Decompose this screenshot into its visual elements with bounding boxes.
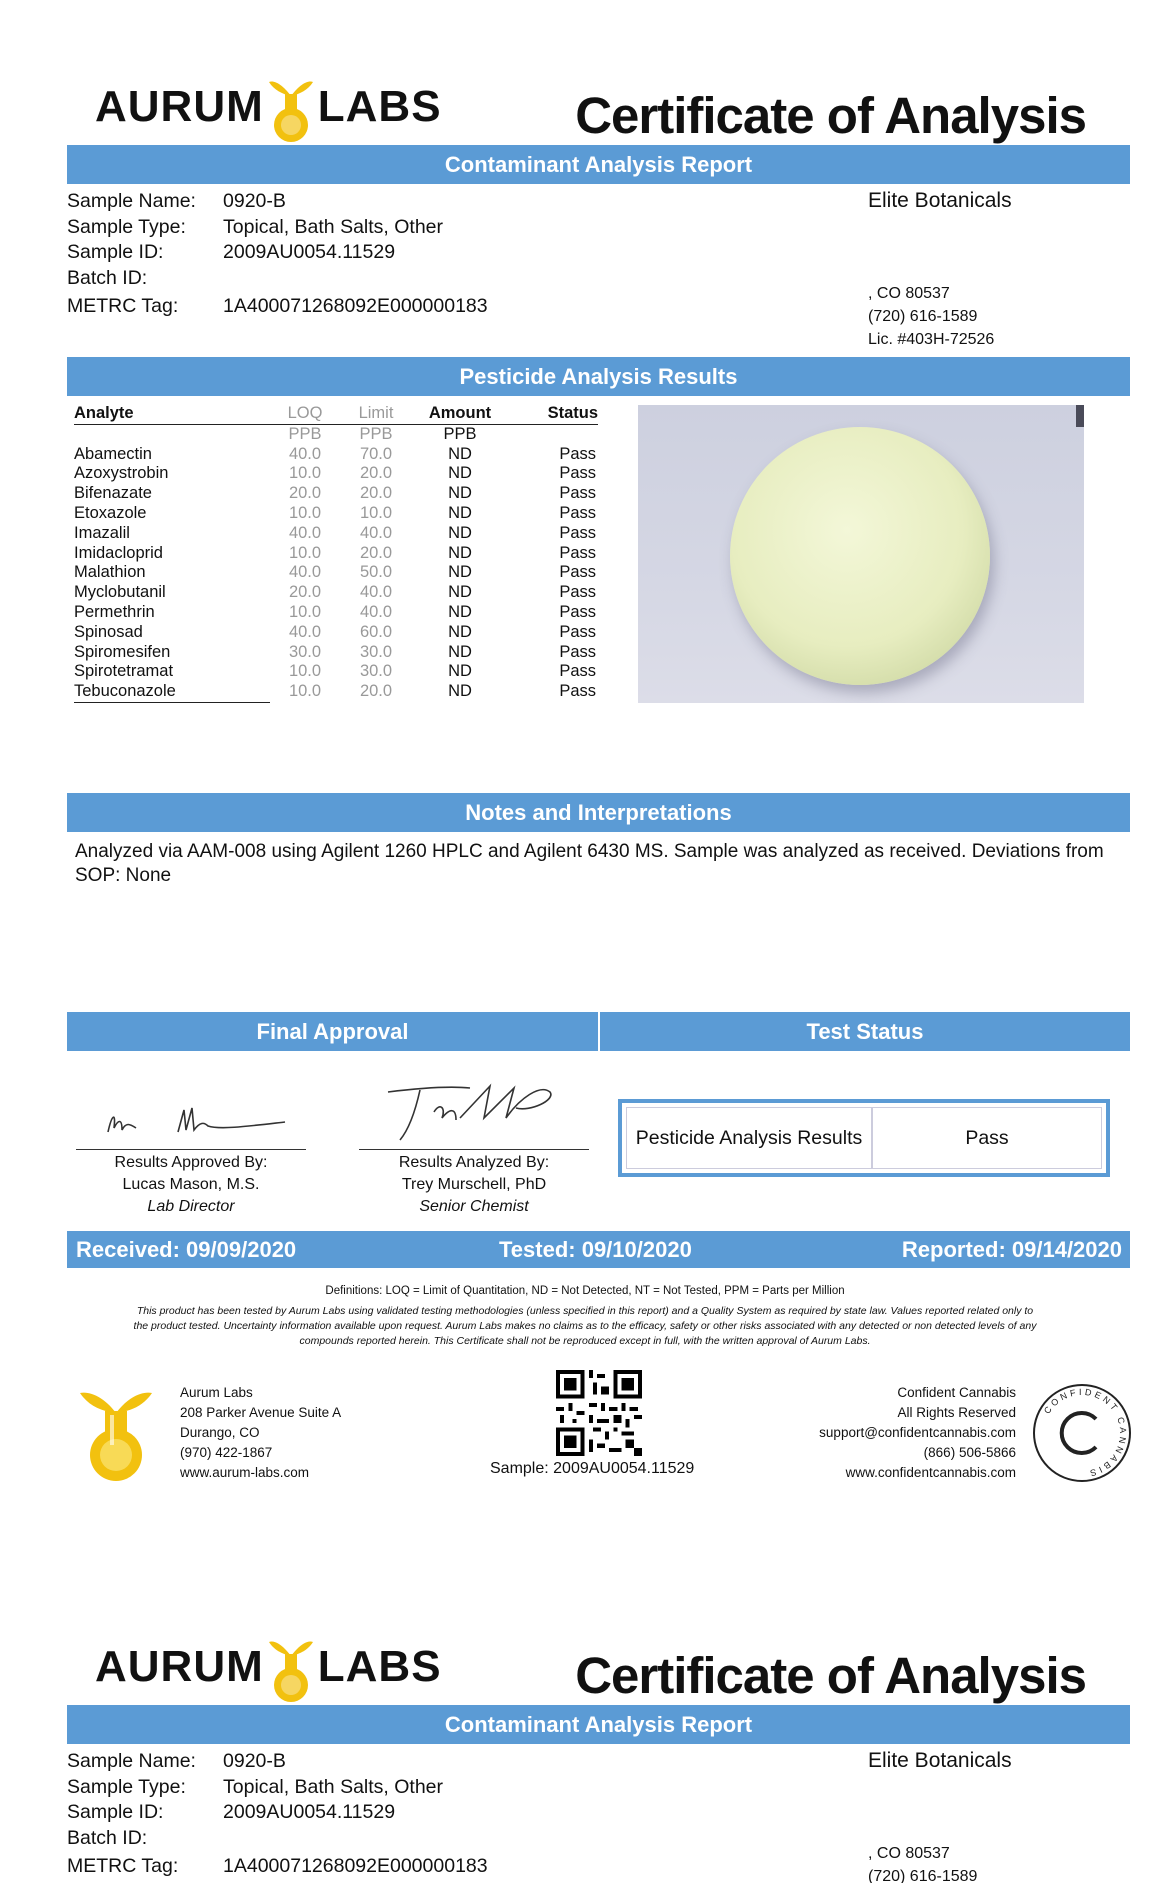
- logo-text-right: LABS: [317, 82, 442, 131]
- sample-id-value: 2009AU0054.11529: [223, 1801, 396, 1823]
- table-row: [74, 623, 598, 643]
- amount-cell: ND: [448, 484, 472, 503]
- cc-contact: [819, 1383, 1016, 1483]
- amount-cell: ND: [448, 523, 472, 542]
- analyst-block: [359, 1149, 589, 1218]
- analyte-cell: Myclobutanil: [74, 583, 166, 602]
- amount-cell: ND: [448, 563, 472, 582]
- sample-type-label: Sample Type:: [67, 1775, 186, 1798]
- status-cell: Pass: [559, 543, 596, 562]
- loq-cell: 10.0: [288, 464, 322, 483]
- analyte-cell: Imidacloprid: [74, 543, 163, 562]
- test-status-label: Pesticide Analysis Results: [626, 1107, 872, 1169]
- test-status-box: [618, 1099, 1110, 1177]
- status-cell: Pass: [559, 523, 596, 542]
- status-cell: Pass: [559, 464, 596, 483]
- lab-website: www.aurum-labs.com: [180, 1465, 310, 1480]
- status-cell: Pass: [559, 503, 596, 522]
- sample-name-label: Sample Name:: [67, 1750, 196, 1772]
- logo-text-left: AURUM: [95, 82, 264, 131]
- sample-name-value: 0920-B: [223, 1750, 286, 1772]
- analyte-cell: Malathion: [74, 563, 146, 582]
- test-status-bar: Test Status: [600, 1012, 1130, 1051]
- amount-cell: ND: [448, 583, 472, 602]
- approver-signature: [100, 1092, 290, 1144]
- report-title-bar-page2: Contaminant Analysis Report: [67, 1705, 1130, 1744]
- analyte-cell: Spiromesifen: [74, 642, 171, 661]
- logo-text-left: AURUM: [95, 1642, 264, 1691]
- loq-cell: 40.0: [288, 563, 322, 582]
- limit-cell: 30.0: [359, 662, 393, 681]
- status-cell: Pass: [559, 484, 596, 503]
- amount-cell: ND: [448, 444, 472, 463]
- pesticide-rows: [74, 445, 598, 703]
- limit-cell: 30.0: [359, 642, 393, 661]
- analyst-signature-line: [359, 1149, 589, 1150]
- disclaimer: This product has been tested by Aurum Labs using validated testing methodologies (unless specified in this report) and a Quality System as required by state law. Values reported related only to the product tested. Uncertainty information available upon request. Aurum Labs makes no claims as to the efficacy, safety or other risks associated with any detected or non detected levels of any compounds reported herein. This Certificate shall not be reproduced except in full, with the written approval of Aurum Labs.: [133, 1305, 1037, 1347]
- col-limit: Limit: [340, 404, 412, 424]
- lab-city: Durango, CO: [180, 1425, 260, 1440]
- analyte-cell: Abamectin: [74, 444, 152, 463]
- table-row: [74, 563, 598, 583]
- sample-photo: [638, 405, 1084, 703]
- lab-street: 208 Parker Avenue Suite A: [180, 1405, 342, 1420]
- sample-name-value: 0920-B: [223, 190, 286, 212]
- cc-website[interactable]: www.confidentcannabis.com: [845, 1465, 1016, 1480]
- approver-heading: Results Approved By:: [114, 1154, 268, 1171]
- client-name: Elite Botanicals: [868, 189, 1012, 212]
- client-address-page2: [868, 1842, 977, 1883]
- metrc-tag-value: 1A400071268092E000000183: [223, 1855, 488, 1877]
- table-row: [74, 682, 598, 702]
- qr-code-icon[interactable]: [556, 1370, 642, 1456]
- qr-sample-label: Sample: 2009AU0054.11529: [490, 1460, 695, 1477]
- table-row: [74, 524, 598, 544]
- aurum-labs-logo: [95, 70, 442, 144]
- loq-cell: 30.0: [288, 642, 322, 661]
- sample-type-value: Topical, Bath Salts, Other: [223, 215, 444, 238]
- reported-date: Reported: 09/14/2020: [901, 1237, 1122, 1262]
- approver-block: [76, 1149, 306, 1218]
- amount-cell: ND: [448, 543, 472, 562]
- client-phone: (720) 616-1589: [868, 1868, 978, 1883]
- unit-limit: PPB: [359, 424, 393, 443]
- table-row: [74, 662, 598, 682]
- status-cell: Pass: [559, 602, 596, 621]
- unit-loq: PPB: [288, 424, 322, 443]
- aurum-labs-logo-page2: [95, 1630, 442, 1704]
- metrc-tag-label: METRC Tag:: [67, 1855, 179, 1877]
- certificate-page-2: [0, 1560, 1170, 1883]
- cc-name: Confident Cannabis: [897, 1385, 1016, 1400]
- analyte-cell: Imazalil: [74, 523, 130, 542]
- limit-cell: 40.0: [359, 523, 393, 542]
- amount-cell: ND: [448, 662, 472, 681]
- dates-bar: [67, 1231, 1130, 1268]
- lab-phone: (970) 422-1867: [180, 1445, 273, 1460]
- cc-rights: All Rights Reserved: [897, 1405, 1016, 1420]
- col-loq: LOQ: [270, 404, 340, 424]
- client-address: [868, 282, 994, 351]
- notes-text: Analyzed via AAM-008 using Agilent 1260 HPLC and Agilent 6430 MS. Sample was analyzed as received. Deviations from SOP: None: [75, 841, 1104, 886]
- status-cell: Pass: [559, 622, 596, 641]
- analyst-role: Senior Chemist: [419, 1198, 529, 1215]
- loq-cell: 20.0: [288, 484, 322, 503]
- col-status: Status: [508, 404, 598, 424]
- unit-amount: PPB: [443, 424, 477, 443]
- analyte-cell: Spirotetramat: [74, 662, 174, 681]
- loq-cell: 40.0: [288, 444, 322, 463]
- aurum-flask-logo-icon: [78, 1383, 154, 1483]
- loq-cell: 10.0: [288, 543, 322, 562]
- notes-section-bar: Notes and Interpretations: [67, 793, 1130, 832]
- sample-type-label: Sample Type:: [67, 215, 186, 238]
- limit-cell: 10.0: [359, 503, 393, 522]
- limit-cell: 20.0: [359, 543, 393, 562]
- loq-cell: 40.0: [288, 622, 322, 641]
- amount-cell: ND: [448, 682, 472, 701]
- loq-cell: 10.0: [288, 682, 322, 701]
- photo-corner-shadow: [1076, 405, 1084, 427]
- amount-cell: ND: [448, 503, 472, 522]
- limit-cell: 70.0: [359, 444, 393, 463]
- status-cell: Pass: [559, 444, 596, 463]
- confident-cannabis-seal-icon: [1032, 1383, 1132, 1483]
- definitions: Definitions: LOQ = Limit of Quantitation, ND = Not Detected, NT = Not Tested, PPM = Parts per Million: [325, 1285, 845, 1297]
- client-city: , CO 80537: [868, 285, 950, 302]
- col-amount: Amount: [412, 404, 508, 424]
- col-analyte: Analyte: [74, 404, 270, 424]
- sample-id-label: Sample ID:: [67, 1801, 164, 1823]
- loq-cell: 20.0: [288, 583, 322, 602]
- limit-cell: 50.0: [359, 563, 393, 582]
- table-row: [74, 484, 598, 504]
- client-license: Lic. #403H-72526: [868, 331, 995, 348]
- document-title-page2: Certificate of Analysis: [575, 1647, 1086, 1704]
- sample-type-value: Topical, Bath Salts, Other: [223, 1775, 444, 1798]
- test-status-value: Pass: [872, 1107, 1102, 1169]
- analyte-cell: Permethrin: [74, 602, 155, 621]
- limit-cell: 20.0: [359, 484, 393, 503]
- cc-phone: (866) 506-5866: [923, 1445, 1016, 1460]
- table-row: [74, 603, 598, 623]
- document-title: Certificate of Analysis: [575, 87, 1086, 144]
- sample-info: [67, 189, 488, 320]
- status-cell: Pass: [559, 662, 596, 681]
- amount-cell: ND: [448, 622, 472, 641]
- analyte-cell: Tebuconazole: [74, 682, 270, 702]
- metrc-tag-label: METRC Tag:: [67, 295, 179, 317]
- flask-sprout-icon: [268, 1630, 314, 1704]
- analyst-signature: [380, 1078, 580, 1146]
- approver-name: Lucas Mason, M.S.: [122, 1176, 260, 1193]
- final-approval-bar: Final Approval: [67, 1012, 598, 1051]
- pesticide-results-table: [74, 404, 598, 703]
- received-date: Received: 09/09/2020: [76, 1237, 297, 1262]
- table-row: [74, 544, 598, 564]
- client-city: , CO 80537: [868, 1845, 950, 1862]
- limit-cell: 20.0: [359, 464, 393, 483]
- limit-cell: 20.0: [359, 682, 393, 701]
- seal-text: CONFIDENT CANNABIS: [1041, 1386, 1129, 1479]
- table-row: [74, 504, 598, 524]
- status-cell: Pass: [559, 642, 596, 661]
- analyst-name: Trey Murschell, PhD: [401, 1176, 547, 1193]
- svg-text:CONFIDENT CANNABIS: [1042, 1387, 1128, 1479]
- lab-name: Aurum Labs: [180, 1385, 253, 1400]
- batch-id-label: Batch ID:: [67, 266, 148, 289]
- tested-date: Tested: 09/10/2020: [499, 1237, 692, 1262]
- analyte-cell: Azoxystrobin: [74, 464, 169, 483]
- status-cell: Pass: [559, 583, 596, 602]
- report-title-bar: Contaminant Analysis Report: [67, 145, 1130, 184]
- loq-cell: 40.0: [288, 523, 322, 542]
- logo-text-right: LABS: [317, 1642, 442, 1691]
- status-cell: Pass: [559, 563, 596, 582]
- limit-cell: 60.0: [359, 622, 393, 641]
- bath-bomb-image: [730, 427, 990, 685]
- cc-email[interactable]: support@confidentcannabis.com: [819, 1425, 1016, 1440]
- sample-name-label: Sample Name:: [67, 190, 196, 212]
- analyte-cell: Bifenazate: [74, 484, 152, 503]
- analyte-cell: Spinosad: [74, 622, 143, 641]
- flask-sprout-icon: [268, 70, 314, 144]
- limit-cell: 40.0: [359, 583, 393, 602]
- lab-address: [180, 1383, 341, 1483]
- loq-cell: 10.0: [288, 503, 322, 522]
- amount-cell: ND: [448, 464, 472, 483]
- table-row: [74, 445, 598, 465]
- status-cell: Pass: [559, 682, 596, 701]
- batch-id-label: Batch ID:: [67, 1826, 148, 1849]
- loq-cell: 10.0: [288, 602, 322, 621]
- amount-cell: ND: [448, 602, 472, 621]
- approver-signature-line: [76, 1149, 306, 1150]
- sample-info-page2: [67, 1749, 488, 1880]
- analyst-heading: Results Analyzed By:: [398, 1154, 550, 1171]
- limit-cell: 40.0: [359, 602, 393, 621]
- loq-cell: 10.0: [288, 662, 322, 681]
- table-row: [74, 583, 598, 603]
- client-name-page2: Elite Botanicals: [868, 1749, 1012, 1772]
- sample-id-label: Sample ID:: [67, 241, 164, 263]
- table-row: [74, 464, 598, 484]
- approver-role: Lab Director: [147, 1198, 235, 1215]
- amount-cell: ND: [448, 642, 472, 661]
- metrc-tag-value: 1A400071268092E000000183: [223, 295, 488, 317]
- sample-id-value: 2009AU0054.11529: [223, 241, 396, 263]
- table-row: [74, 643, 598, 663]
- client-phone: (720) 616-1589: [868, 308, 978, 325]
- pesticide-section-bar: Pesticide Analysis Results: [67, 357, 1130, 396]
- analyte-cell: Etoxazole: [74, 503, 147, 522]
